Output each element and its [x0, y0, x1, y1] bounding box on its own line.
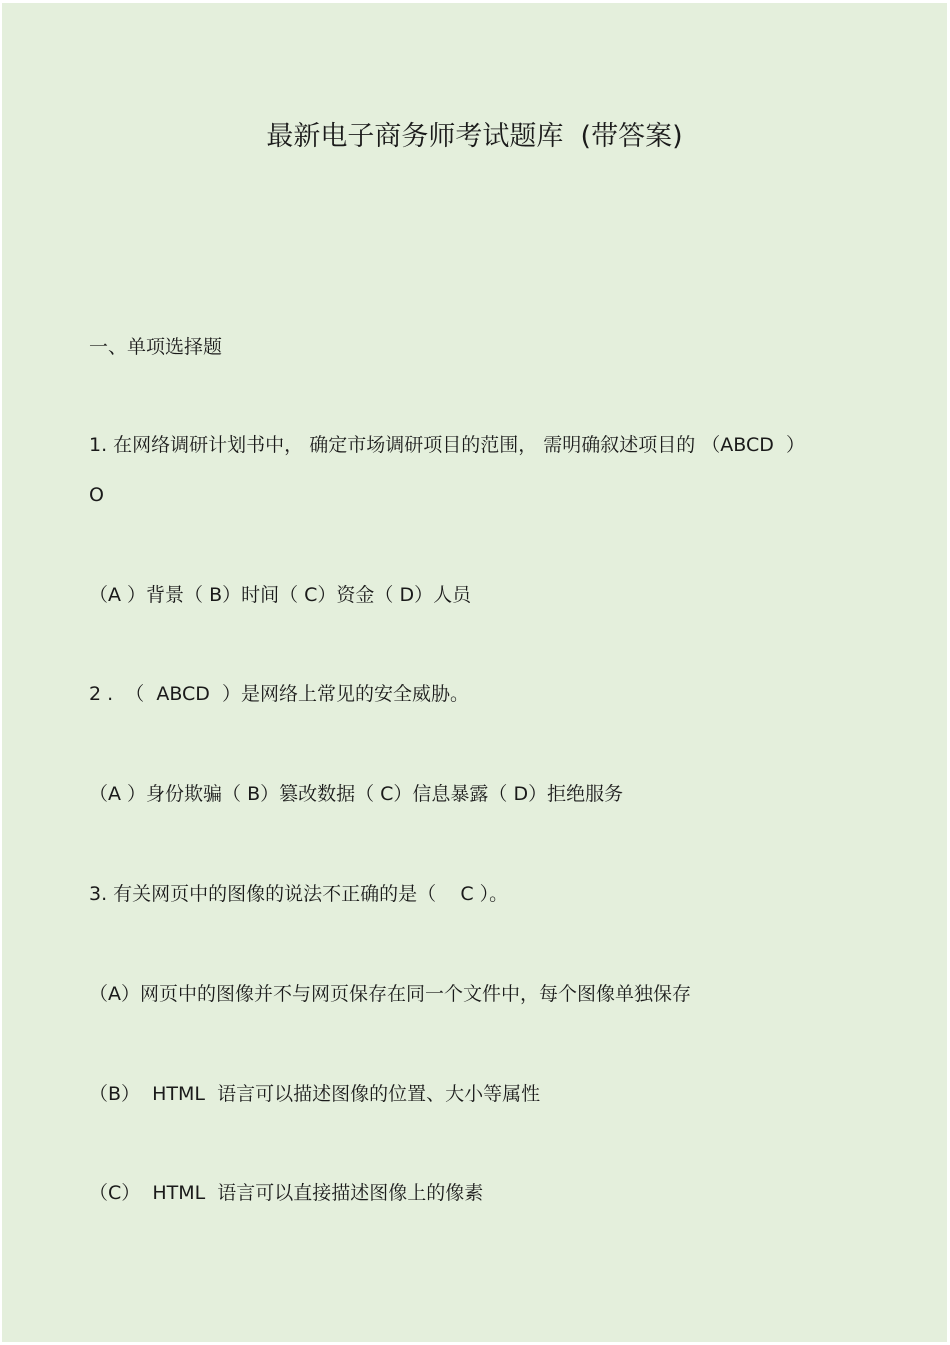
question-1-text: 1. 在网络调研计划书中， 确定市场调研项目的范围， 需明确叙述项目的 （ABCD ） [89, 434, 805, 456]
document-page [2, 3, 947, 1342]
question-3-option-b: （B） HTML 语言可以描述图像的位置、大小等属性 [89, 1083, 541, 1105]
question-3-option-a: （A）网页中的图像并不与网页保存在同一个文件中，每个图像单独保存 [89, 983, 691, 1005]
document-title: 最新电子商务师考试题库 (带答案) [266, 121, 683, 152]
question-3-text: 3. 有关网页中的图像的说法不正确的是（ C ）。 [89, 883, 509, 905]
question-3-option-c: （C） HTML 语言可以直接描述图像上的像素 [89, 1182, 484, 1204]
question-2-text: 2 . （ ABCD ）是网络上常见的安全威胁。 [89, 683, 470, 705]
question-1-options: （A ）背景（ B）时间（ C）资金（ D）人员 [89, 584, 472, 606]
question-2-options: （A ）身份欺骗（ B）篡改数据（ C）信息暴露（ D）拒绝服务 [89, 783, 624, 805]
section-heading: 一、单项选择题 [89, 336, 223, 358]
question-1-continuation: O [89, 484, 104, 506]
